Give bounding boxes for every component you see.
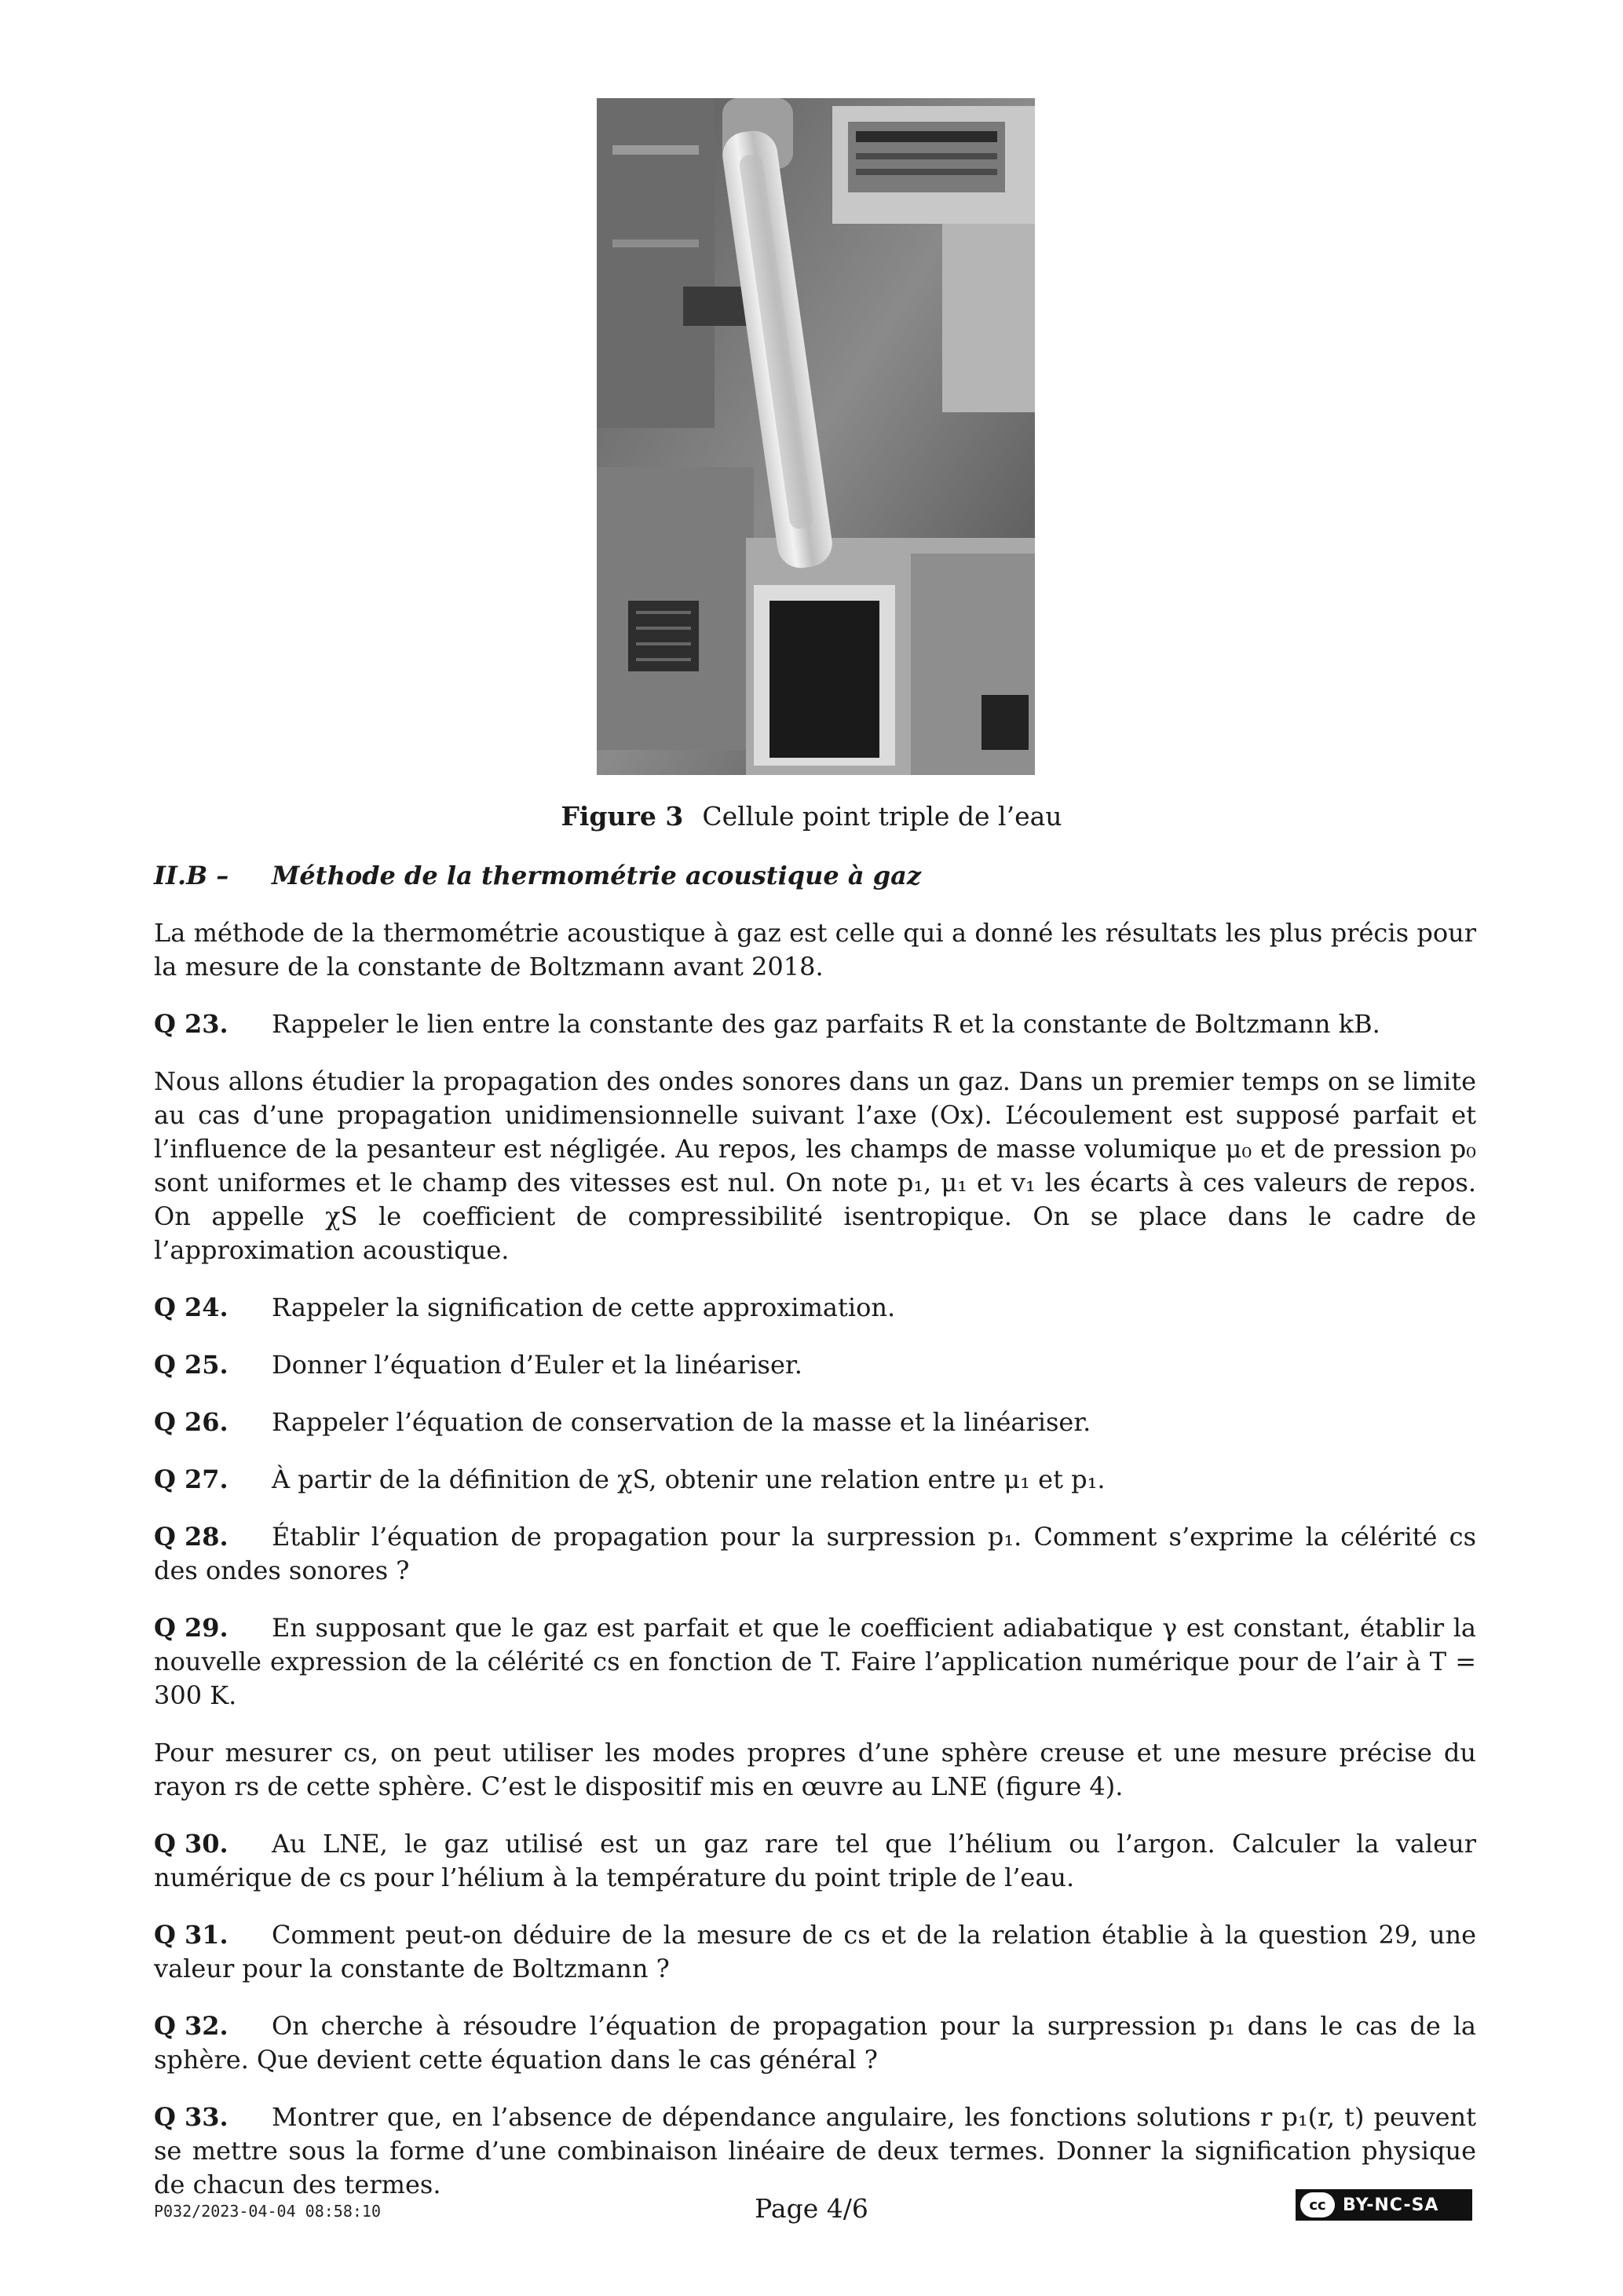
question-text: Montrer que, en l’absence de dépendance angulaire, les fonctions solutions r p₁(r, t) peuvent se mettre sous la forme d’une combinaison linéaire de deux termes. Donner la signification physique de chacun des termes. — [154, 2102, 1476, 2199]
paragraph-ondes: Nous allons étudier la propagation des ondes sonores dans un gaz. Dans un premier temps on se limite au cas d’une propagation unidimensionnelle suivant l’axe (Ox). L’écoulement est supposé parfait et l’influence de la pesanteur est négligée. Au repos, les champs de masse volumique μ₀ et de pression p₀ sont uniformes et le champ des vitesses est nul. On note p₁, μ₁ et v₁ les écarts à ces valeurs de repos. On appelle χS le coefficient de compressibilité isentropique. On se place dans le cadre de l’approximation acoustique. — [154, 1066, 1476, 1265]
figure-number: Figure 3 — [561, 801, 684, 832]
section-heading — [154, 859, 1476, 893]
question-label: Q 28. — [154, 1522, 228, 1552]
question-label: Q 30. — [154, 1829, 228, 1859]
question-label: Q 31. — [154, 1920, 228, 1950]
license-text: BY-NC-SA — [1343, 2195, 1439, 2215]
question-label: Q 26. — [154, 1407, 228, 1437]
question-24 — [154, 1291, 1476, 1325]
question-25 — [154, 1348, 1476, 1382]
question-text: En supposant que le gaz est parfait et que le coefficient adiabatique γ est constant, établir la nouvelle expression de la célérité cs en fonction de T. Faire l’application numérique pour de l’air à T = 300 K. — [154, 1613, 1476, 1710]
question-28 — [154, 1520, 1476, 1588]
license-badge — [1296, 2189, 1472, 2221]
question-text: Rappeler l’équation de conservation de la masse et la linéariser. — [272, 1407, 1091, 1437]
question-26 — [154, 1406, 1476, 1439]
figure-caption — [0, 799, 1623, 834]
figure-photo — [597, 98, 1035, 775]
question-label: Q 25. — [154, 1350, 228, 1380]
section-number: II.B – — [154, 861, 229, 890]
question-text: Comment peut-on déduire de la mesure de cs et de la relation établie à la question 29, une valeur pour la constante de Boltzmann ? — [154, 1920, 1476, 1983]
question-23 — [154, 1007, 1476, 1041]
question-31 — [154, 1918, 1476, 1986]
question-text: Rappeler la signification de cette approximation. — [272, 1292, 896, 1322]
figure-caption-text: Cellule point triple de l’eau — [702, 801, 1062, 832]
question-label: Q 27. — [154, 1464, 228, 1494]
question-text: Donner l’équation d’Euler et la linéariser. — [272, 1350, 802, 1380]
page-number: Page 4/6 — [755, 2193, 868, 2224]
triple-point-cell-photo — [597, 98, 1035, 775]
question-30 — [154, 1827, 1476, 1895]
question-text: À partir de la définition de χS, obtenir une relation entre μ₁ et p₁. — [272, 1464, 1106, 1494]
question-label: Q 33. — [154, 2102, 228, 2132]
question-label: Q 23. — [154, 1009, 228, 1039]
question-33 — [154, 2100, 1476, 2202]
document-body — [154, 859, 1476, 2225]
paragraph-intro: La méthode de la thermométrie acoustique à gaz est celle qui a donné les résultats les plus précis pour la mesure de la constante de Boltzmann avant 2018. — [154, 918, 1476, 982]
section-title: Méthode de la thermométrie acoustique à gaz — [272, 861, 922, 890]
question-29 — [154, 1611, 1476, 1713]
document-id: P032/2023-04-04 08:58:10 — [154, 2202, 381, 2221]
question-label: Q 24. — [154, 1292, 228, 1322]
question-text: Rappeler le lien entre la constante des gaz parfaits R et la constante de Boltzmann kB. — [272, 1009, 1380, 1039]
creative-commons-icon: cc — [1300, 2192, 1335, 2217]
question-text: Au LNE, le gaz utilisé est un gaz rare tel que l’hélium ou l’argon. Calculer la valeur numérique de cs pour l’hélium à la température du point triple de l’eau. — [154, 1829, 1476, 1892]
question-label: Q 29. — [154, 1613, 228, 1643]
question-text: On cherche à résoudre l’équation de propagation pour la surpression p₁ dans le cas de la sphère. Que devient cette équation dans le cas général ? — [154, 2011, 1476, 2075]
paragraph-mesure: Pour mesurer cs, on peut utiliser les modes propres d’une sphère creuse et une mesure précise du rayon rs de cette sphère. C’est le dispositif mis en œuvre au LNE (figure 4). — [154, 1738, 1476, 1801]
question-32 — [154, 2009, 1476, 2077]
question-label: Q 32. — [154, 2011, 228, 2041]
question-27 — [154, 1463, 1476, 1497]
question-text: Établir l’équation de propagation pour la surpression p₁. Comment s’exprime la célérité cs des ondes sonores ? — [154, 1522, 1476, 1585]
